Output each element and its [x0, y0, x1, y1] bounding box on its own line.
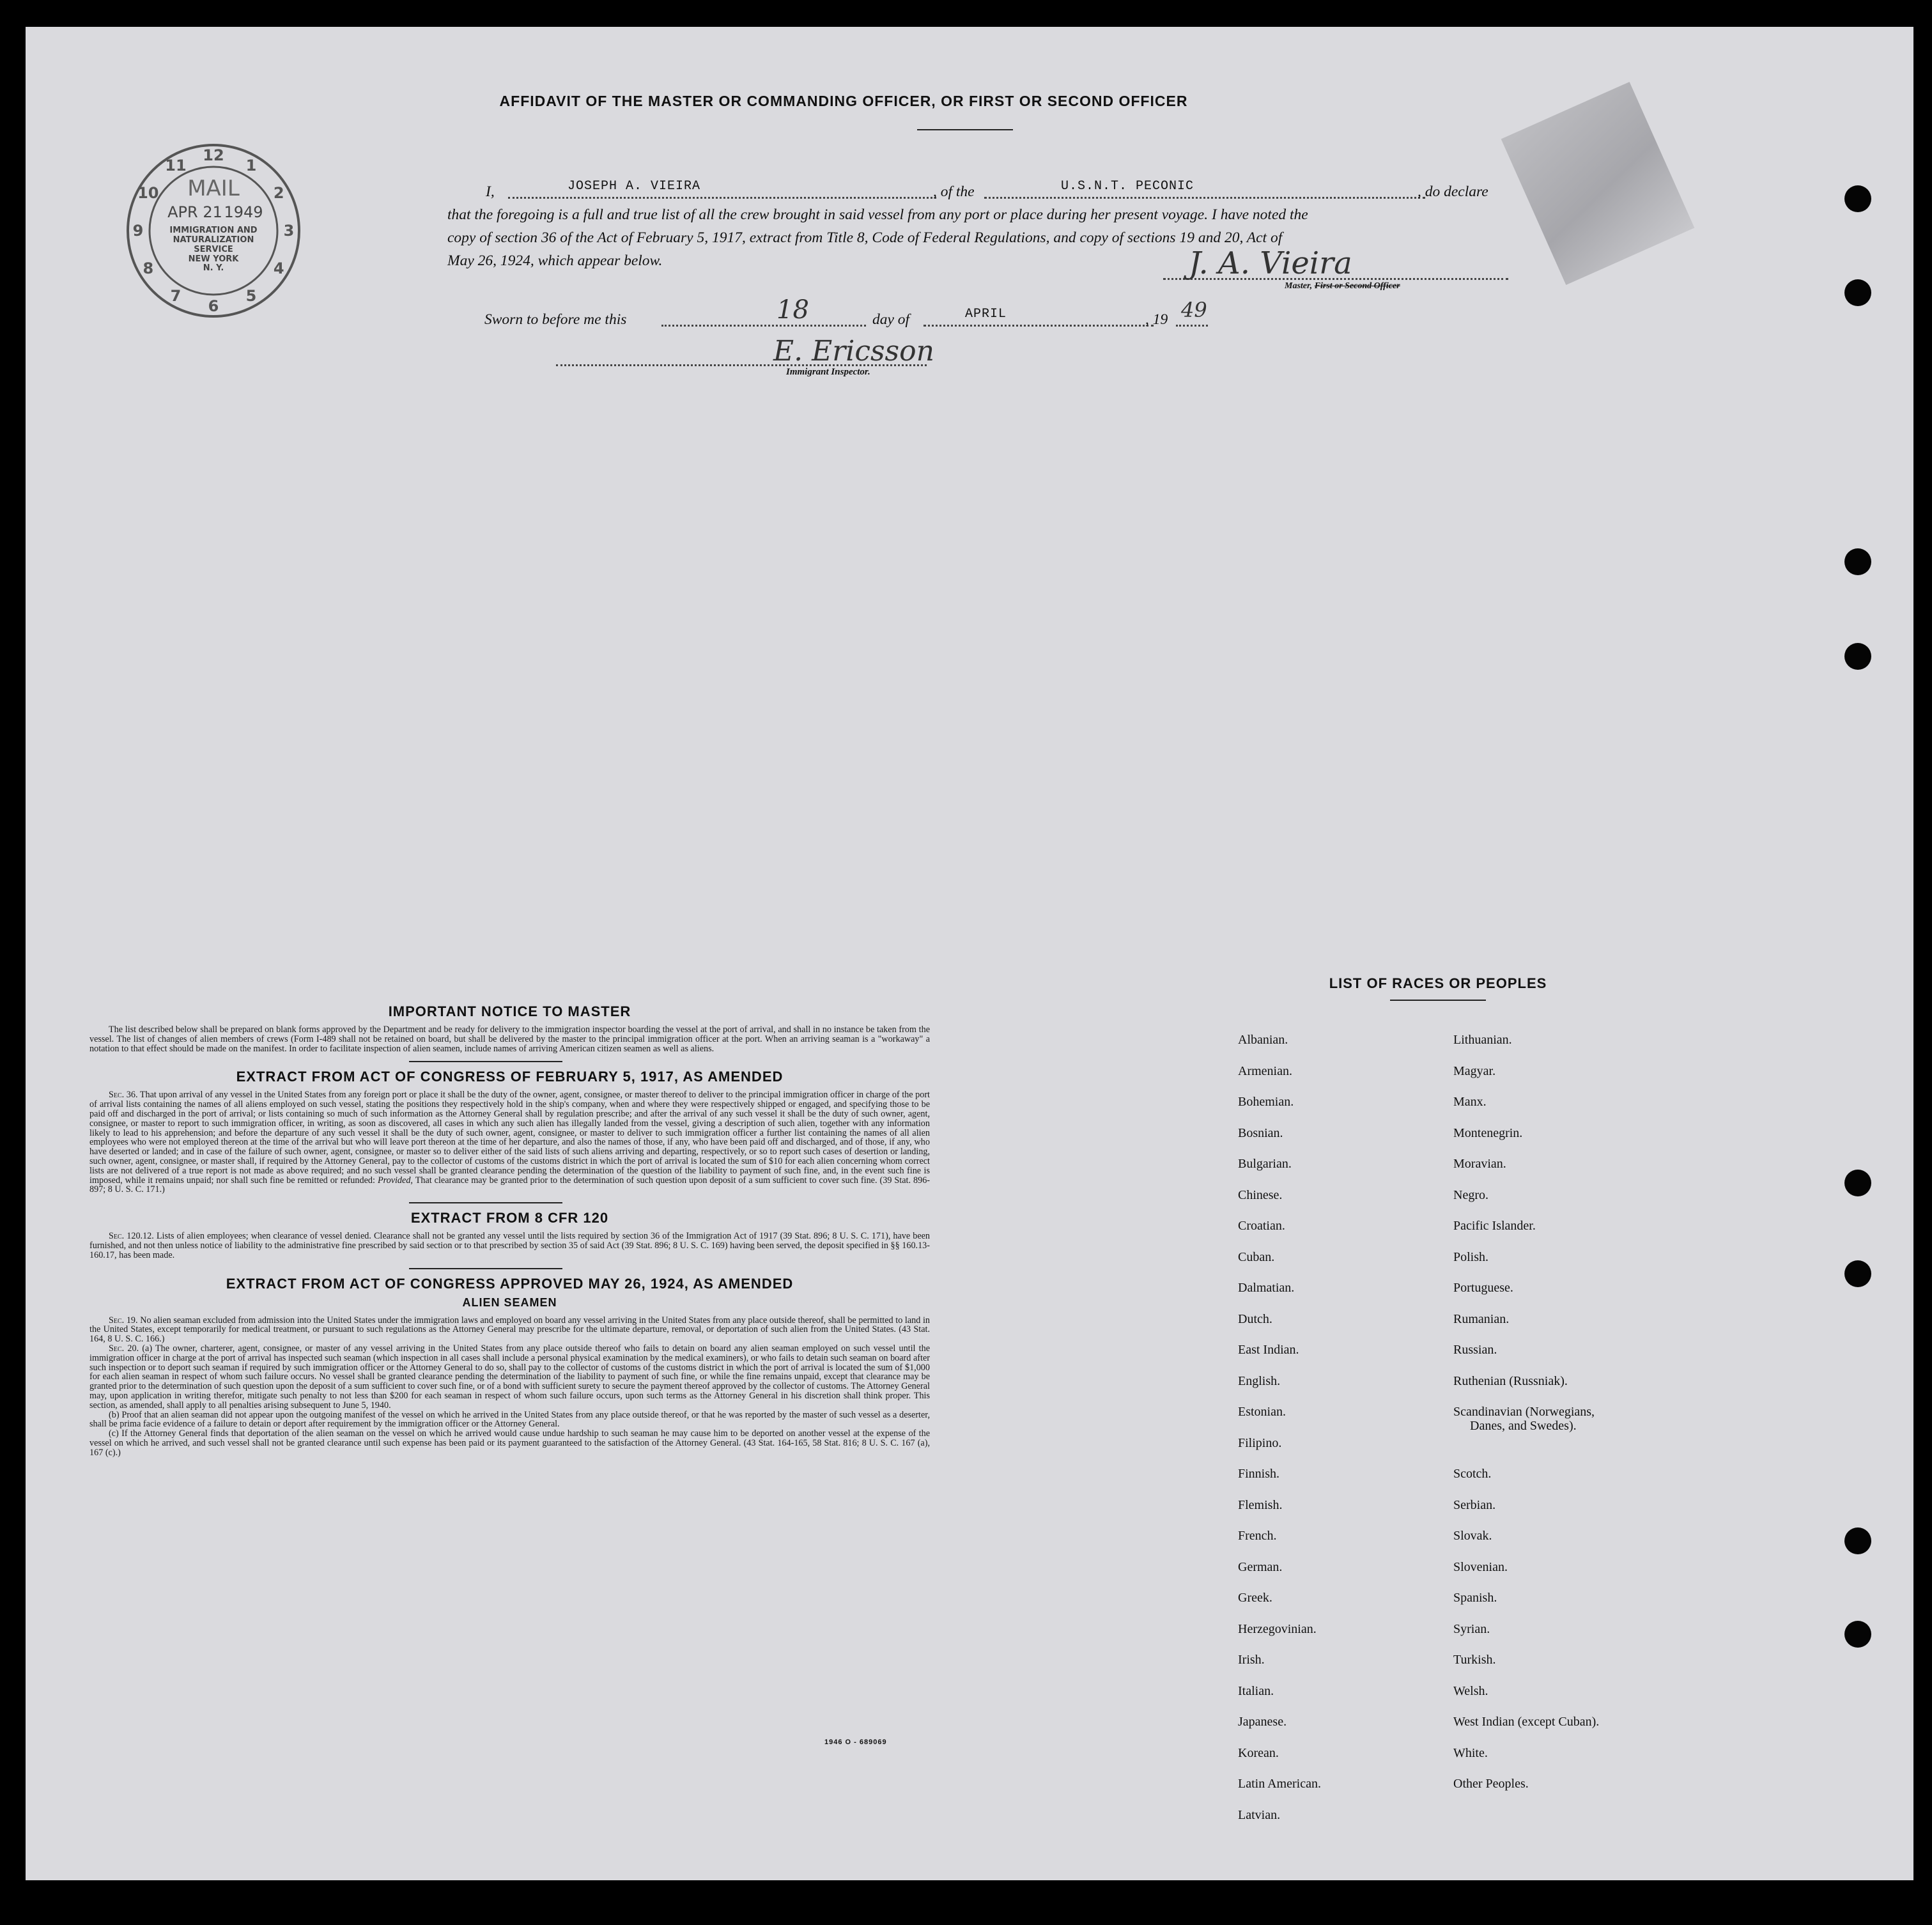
notice-title: IMPORTANT NOTICE TO MASTER: [388, 1003, 631, 1019]
race-item: Serbian.: [1453, 1497, 1496, 1512]
divider: [409, 1061, 562, 1062]
sec-36-text-end: That clearance may be granted prior to the determination of such question upon deposit of a sum sufficient to cover such fine. (39 Stat. 896-897; 8 U. S. C. 171.): [89, 1175, 931, 1195]
race-item: Manx.: [1453, 1095, 1487, 1109]
race-item: Japanese.: [1238, 1715, 1287, 1729]
race-item: Rumanian.: [1453, 1311, 1510, 1326]
race-item: French.: [1238, 1529, 1277, 1543]
race-item: Cuban.: [1238, 1249, 1275, 1264]
race-item: Flemish.: [1238, 1497, 1283, 1512]
sec-20b-body: (b) Proof that an alien seaman did not appear upon the outgoing manifest of the vessel on which he arrived in the United States from any place outside thereof, or that he was reported by the master of such vessel as a deserter, shall be prima facie evidence of a failure to detain or deport after requirement by the immigration officer or the Attorney General.: [89, 1409, 930, 1430]
stamp-ring-number: 8: [143, 259, 154, 277]
race-item: Welsh.: [1453, 1683, 1488, 1698]
binder-hole: [1844, 1260, 1871, 1287]
race-item: Latvian.: [1238, 1807, 1281, 1822]
of-the-label: , of the: [933, 183, 975, 200]
title-divider: [917, 129, 1013, 130]
declaration-line-2: that the foregoing is a full and true list of all the crew brought in said vessel from any port or place during her present voyage. I have noted the: [447, 206, 1308, 223]
extract-1917-body: [89, 1090, 930, 1194]
extract-1917-title: EXTRACT FROM ACT OF CONGRESS OF FEBRUARY 5, 1917, AS AMENDED: [236, 1069, 784, 1085]
race-item: Filipino.: [1238, 1435, 1282, 1450]
race-item: Syrian.: [1453, 1621, 1490, 1636]
provided-word: Provided,: [377, 1175, 413, 1186]
binder-hole: [1844, 1621, 1871, 1648]
race-item: Bulgarian.: [1238, 1157, 1292, 1171]
race-item: Croatian.: [1238, 1219, 1285, 1233]
sec-20a-text: (a) The owner, charterer, agent, consignee, or master of any vessel arriving in the United States from any place outside thereof who fails to detain on board any alien seaman employed on such vessel until the immigration officer in charge at the port of arrival has inspected such seaman (which inspection in all cases shall include a personal physical examination by the medical examiners), or who fails to detain such seaman on board after such inspection or to deport such seaman if required by such immigration officer or the Attorney General to do so, shall pay to the collector of customs of the customs district in which the port of arrival is located the sum of $1,000 for each alien seaman in respect of whom such failure occurs. No vessel shall be granted clearance pending the determination of the liability to payment of such fine, or while the fine remains unpaid, except that clearance may be granted prior to the determination of such question upon the deposit of a sum sufficient to cover such fine, or of a bond with sufficient surety to secure the payment thereof approved by the collector of customs. The Attorney General may, upon application in writing therefor, mitigate such penalty to not less than $200 for each seaman in respect of whom such failure occurs, upon such terms as the Attorney General in his discretion shall think proper. This section, as amended, shall apply to all penalties arising subsequent to June 5, 1940.: [89, 1343, 931, 1411]
stamp-agency-3: SERVICE: [194, 245, 233, 254]
race-item: Slovenian.: [1453, 1559, 1508, 1574]
tape-mark: [1501, 82, 1695, 285]
stamp-city-1: NEW YORK: [188, 254, 239, 264]
race-item: Dalmatian.: [1238, 1281, 1295, 1295]
month-value: APRIL: [965, 307, 1007, 321]
sec-19-label: Sec. 19.: [109, 1315, 138, 1326]
race-item: Slovak.: [1453, 1529, 1492, 1543]
vessel-name-line: [984, 197, 1425, 199]
race-item: Estonian.: [1238, 1405, 1286, 1419]
stamp-ring-number: 9: [132, 222, 144, 240]
binder-hole: [1844, 548, 1871, 575]
sec-36-text: That upon arrival of any vessel in the United States from any foreign port or place it shall be the duty of the owner, agent, consignee, or master thereof to deliver to the principal immigration officer in charge of the port of arrival lists containing the names of all aliens employed on such vessel, stating the positions they respectively hold in the ship's company, when and where they were respectively shipped or engaged, and specifying those to be paid off and discharged in the port of arrival; or lists containing so much of such information as the Attorney General shall by regulation prescribe; and after the arrival of any such vessel it shall be the duty of such owner, agent, consignee, or master to report to such immigration officer, in writing, as soon as discovered, all cases in which any such alien has illegally landed from the vessel, giving a description of such alien, together with any information likely to lead to his apprehension; and before the departure of any such vessel it shall be the duty of such owner, agent, consignee, or master to deliver to such immigration officer a further list containing the names of all alien employees who were not employed thereon at the time of the arrival but who will leave port thereon at the time of her departure, and also the names of those, if any, who have been paid off and discharged, and of those, if any, who have deserted or landed; and in case of the failure of such owner, agent, consignee, or master so to deliver either of the said lists of such aliens arriving and departing, respectively, or so to report such cases of desertion or landing, such owner, agent, consignee, or master shall, if required by the Attorney General, pay to the collector of customs of the customs district in which the port of arrival is located the sum of $10 for each alien concerning whom correct lists are not delivered of a true report is not made as above required; and no such vessel shall be granted clearance pending the determination of the question of the liability to payment of such fine, and, in the event such fine is imposed, while it remains unpaid; nor shall such fine be remitted or refunded:: [89, 1090, 930, 1186]
race-item: West Indian (except Cuban).: [1453, 1715, 1600, 1729]
sec-36-label: Sec. 36.: [109, 1090, 138, 1101]
race-item: Russian.: [1453, 1343, 1497, 1357]
stamp-ring-number: 6: [208, 297, 219, 315]
stamp-ring-number: 10: [137, 184, 159, 202]
race-item: Herzegovinian.: [1238, 1621, 1317, 1636]
year-value: 49: [1181, 298, 1207, 322]
race-item: Scandinavian (Norwegians,: [1453, 1405, 1595, 1419]
year-line: [1176, 325, 1208, 327]
binder-hole: [1844, 185, 1871, 212]
stamp-date-b: 1949: [224, 203, 263, 221]
race-item: Finnish.: [1238, 1467, 1280, 1481]
binder-hole: [1844, 279, 1871, 306]
stamp-ring-number: 3: [283, 222, 295, 240]
sec-20c-body: (c) If the Attorney General finds that deportation of the alien seaman on the vessel on which he arrived would cause undue hardship to such seaman he may cause him to be deported on another vessel at the expense of the vessel on which he arrived, and such vessel shall not be granted clearance until such expense has been paid or its payment guaranteed to the satisfaction of the Attorney General. (43 Stat. 164-165, 58 Stat. 816; 8 U. S. C. 167 (a), 167 (c).): [89, 1428, 930, 1458]
month-line: [923, 325, 1154, 327]
year-prefix: , 19: [1145, 311, 1168, 328]
race-item: White.: [1453, 1745, 1488, 1760]
master-signature: J. A. Vieira: [1189, 245, 1352, 281]
race-item: Montenegrin.: [1453, 1125, 1523, 1140]
master-caption-master: Master,: [1285, 281, 1315, 291]
do-declare-label: , do declare: [1418, 183, 1488, 200]
stamp-ring-number: 2: [273, 184, 284, 202]
race-item: Spanish.: [1453, 1591, 1497, 1605]
extract-1924-title: EXTRACT FROM ACT OF CONGRESS APPROVED MAY 26, 1924, AS AMENDED: [226, 1275, 794, 1292]
sec-19-body: [89, 1316, 930, 1344]
sec-20a-body: [89, 1344, 930, 1411]
sec-120-text: Lists of alien employees; when clearance of vessel denied. Clearance shall not be granted any vessel until the lists required by section 36 of the Immigration Act of 1917 (39 Stat. 896; 8 U. S. C. 171), have been furnished, and not then unless notice of liability to the administrative fine prescribed by said section or to that prescribed by section 35 of said Act (39 Stat. 896; 8 U. S. C. 169) having been served, the deposit specified in §§ 160.13-160.17, has been made.: [89, 1231, 931, 1260]
master-caption: [1285, 281, 1400, 291]
day-line: [661, 325, 866, 327]
divider: [409, 1202, 562, 1203]
declaration-line-3: copy of section 36 of the Act of February 5, 1917, extract from Title 8, Code of Federal Regulations, and copy of sections 19 and 20, Act of: [447, 229, 1283, 246]
print-code: 1946 O - 689069: [824, 1738, 887, 1746]
race-item: Irish.: [1238, 1653, 1265, 1667]
races-divider: [1390, 1000, 1486, 1001]
divider: [409, 1268, 562, 1269]
stamp-agency-1: IMMIGRATION AND: [169, 226, 258, 235]
race-item: Pacific Islander.: [1453, 1219, 1536, 1233]
race-item: Portuguese.: [1453, 1281, 1513, 1295]
race-item: Greek.: [1238, 1591, 1272, 1605]
affidavit-title: AFFIDAVIT OF THE MASTER OR COMMANDING OFFICER, OR FIRST OR SECOND OFFICER: [499, 93, 1188, 109]
race-item: English.: [1238, 1373, 1281, 1388]
race-item: Lithuanian.: [1453, 1033, 1512, 1047]
race-item: Korean.: [1238, 1745, 1279, 1760]
inspector-caption: Immigrant Inspector.: [786, 367, 870, 377]
day-value: 18: [777, 295, 809, 325]
race-item: Chinese.: [1238, 1187, 1283, 1202]
race-item: East Indian.: [1238, 1343, 1299, 1357]
stamp-ring-number: 4: [273, 259, 284, 277]
vessel-name: U.S.N.T. PECONIC: [1061, 179, 1194, 194]
stamp-ring-number: 11: [165, 156, 187, 174]
master-name: JOSEPH A. VIEIRA: [568, 179, 701, 194]
master-name-line: [508, 197, 936, 199]
sworn-label: Sworn to before me this: [484, 311, 627, 328]
stamp-agency-2: NATURALIZATION: [173, 235, 254, 245]
race-item: Albanian.: [1238, 1033, 1288, 1047]
stamp-ring-number: 7: [170, 287, 182, 305]
i-label: I,: [486, 183, 495, 200]
stamp-word: MAIL: [187, 176, 240, 201]
race-item: Bosnian.: [1238, 1125, 1283, 1140]
race-item: Ruthenian (Russniak).: [1453, 1373, 1568, 1388]
mail-received-stamp: [125, 142, 302, 320]
stamp-ring-number: 12: [203, 146, 224, 164]
inspector-signature: E. Ericsson: [773, 335, 934, 367]
stamp-city-2: N. Y.: [203, 263, 224, 273]
stamp-ring-number: 5: [245, 287, 257, 305]
alien-seamen-subtitle: ALIEN SEAMEN: [462, 1295, 557, 1309]
races-title: LIST OF RACES OR PEOPLES: [1329, 975, 1547, 991]
race-item: German.: [1238, 1559, 1283, 1574]
master-caption-struck: First or Second Officer: [1314, 281, 1400, 291]
race-item: Dutch.: [1238, 1311, 1272, 1326]
race-item: Moravian.: [1453, 1157, 1506, 1171]
notice-body: The list described below shall be prepared on blank forms approved by the Department and be ready for delivery to the immigration inspector boarding the vessel at the port of arrival, and shall in no instance be taken from the vessel. The list of changes of alien members of crews (Form I-489 shall not be retained on board, but shall be delivered by the master to the principal immigration officer at the port. When an arriving seaman is a "workaway" a notation to that effect should be made on the manifest. In order to facilitate inspection of alien seamen, include names of arriving American citizen seamen as well as aliens.: [89, 1024, 930, 1054]
race-item: Polish.: [1453, 1249, 1489, 1264]
extract-cfr-title: EXTRACT FROM 8 CFR 120: [410, 1210, 609, 1226]
sec-120-label: Sec. 120.12.: [109, 1231, 154, 1242]
binder-hole: [1844, 643, 1871, 670]
stamp-ring-number: 1: [245, 156, 257, 174]
race-item: Negro.: [1453, 1187, 1488, 1202]
binder-hole: [1844, 1170, 1871, 1196]
binder-hole: [1844, 1527, 1871, 1554]
race-item: Turkish.: [1453, 1653, 1496, 1667]
declaration-line-4: May 26, 1924, which appear below.: [447, 252, 663, 269]
race-item: Armenian.: [1238, 1063, 1292, 1078]
race-item: Scotch.: [1453, 1467, 1492, 1481]
document-page: [26, 27, 1913, 1880]
race-item: Other Peoples.: [1453, 1777, 1529, 1791]
sec-19-text: No alien seaman excluded from admission into the United States under the immigration laws and employed on board any vessel arriving in the United States from any place outside thereof, shall be permitted to land in the United States, except temporarily for medical treatment, or pursuant to such regulations as the Attorney General may prescribe for the ultimate departure, removal, or deportation of such alien from the United States. (43 Stat. 164, 8 U. S. C. 166.): [89, 1315, 931, 1345]
race-item: Italian.: [1238, 1683, 1274, 1698]
extract-cfr-body: [89, 1232, 930, 1260]
race-item: Danes, and Swedes).: [1470, 1419, 1577, 1433]
race-item: Bohemian.: [1238, 1095, 1294, 1109]
stamp-date-a: APR 21: [167, 203, 222, 221]
notices-column: [89, 1003, 930, 1458]
day-of-label: day of: [872, 311, 910, 328]
race-item: Latin American.: [1238, 1777, 1321, 1791]
sec-20-label: Sec. 20.: [109, 1343, 139, 1354]
race-item: Magyar.: [1453, 1063, 1496, 1078]
